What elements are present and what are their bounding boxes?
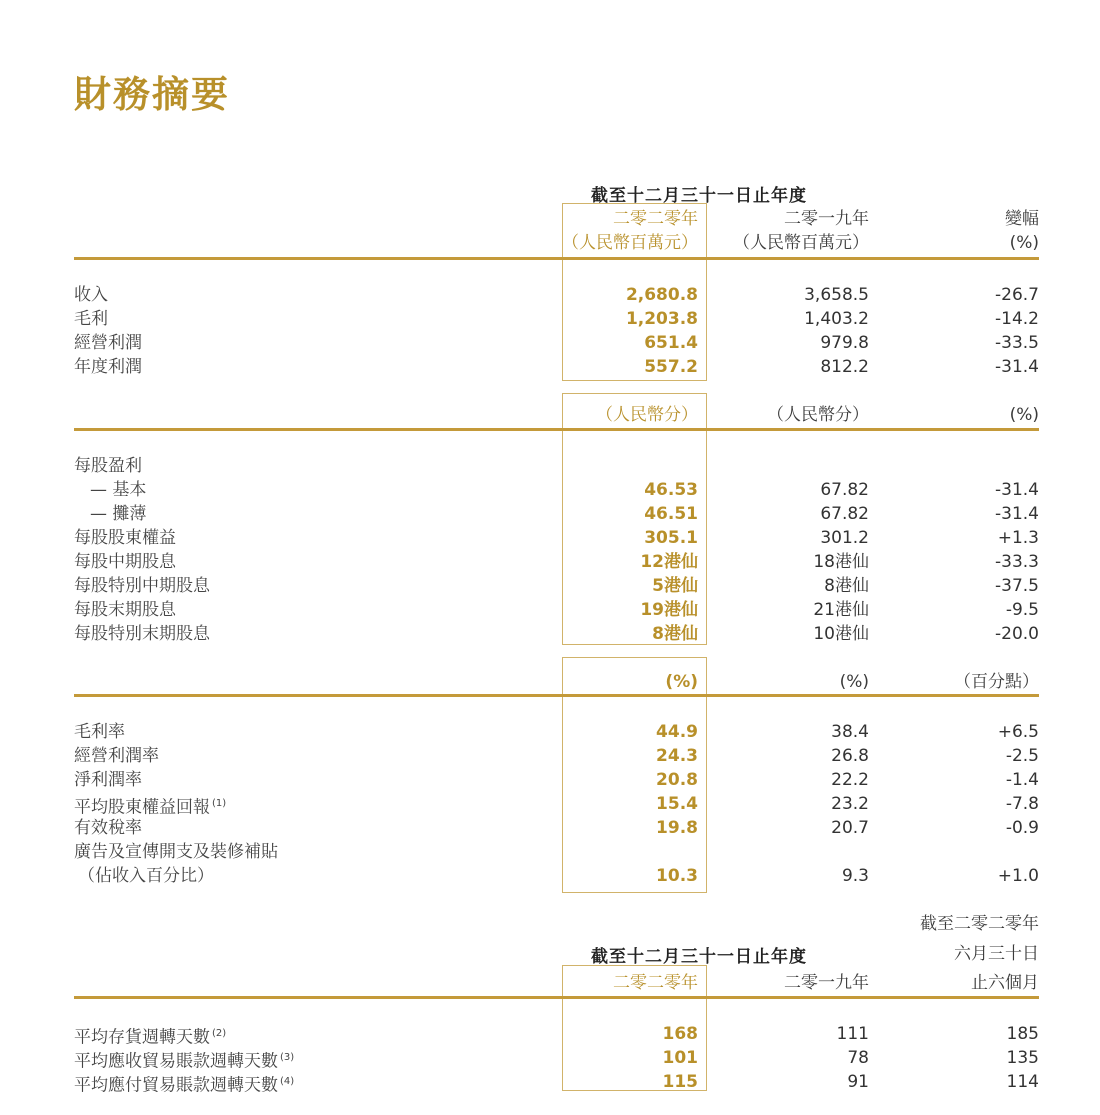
label-text: 平均應收貿易賬款週轉天數 xyxy=(74,1051,278,1072)
row-label: 收入 xyxy=(74,285,108,305)
table-row xyxy=(74,864,1039,888)
table-row xyxy=(74,526,1039,550)
row-label: — 攤薄 xyxy=(90,504,147,524)
footnote-ref: (1) xyxy=(212,798,227,809)
value-h1-2020: 185 xyxy=(1006,1024,1039,1044)
table-row xyxy=(74,1070,1039,1094)
value-2019: 812.2 xyxy=(820,357,869,377)
label-row xyxy=(74,840,1039,864)
value-change: -20.0 xyxy=(995,624,1039,644)
col-h1-line3: 止六個月 xyxy=(971,973,1039,993)
h1-header-line1 xyxy=(74,912,1039,936)
value-change: -31.4 xyxy=(995,480,1039,500)
table-row xyxy=(74,622,1039,646)
row-label: 經營利潤 xyxy=(74,333,142,353)
row-label: — 基本 xyxy=(90,480,147,500)
header-rule xyxy=(74,428,1039,431)
header-rule xyxy=(74,257,1039,260)
row-label: 每股末期股息 xyxy=(74,600,176,620)
value-h1-2020: 135 xyxy=(1006,1048,1039,1068)
table-row xyxy=(74,307,1039,331)
value-change: -26.7 xyxy=(995,285,1039,305)
col-2020-unit: （人民幣百萬元） xyxy=(562,233,698,253)
row-label: 經營利潤率 xyxy=(74,746,159,766)
page-title: 財務摘要 xyxy=(74,73,230,116)
value-2019: 67.82 xyxy=(820,504,869,524)
table-row xyxy=(74,502,1039,526)
col-2019-year: 二零一九年 xyxy=(784,973,869,993)
row-label: 每股特別末期股息 xyxy=(74,624,210,644)
value-2020: 19港仙 xyxy=(640,600,698,620)
col-2019-unit: （人民幣分） xyxy=(767,405,869,425)
value-2020: 24.3 xyxy=(656,746,698,766)
value-2020: 8港仙 xyxy=(652,624,698,644)
row-label: 廣告及宣傳開支及裝修補貼 xyxy=(74,842,278,862)
value-2020: 168 xyxy=(662,1024,698,1044)
label-text: 平均應付貿易賬款週轉天數 xyxy=(74,1075,278,1096)
value-change: -14.2 xyxy=(995,309,1039,329)
col-2019-unit: (%) xyxy=(839,672,869,692)
value-2020: 5港仙 xyxy=(652,576,698,596)
header-rule xyxy=(74,694,1039,697)
value-change: -1.4 xyxy=(1005,770,1039,790)
period-header: 截至十二月三十一日止年度 xyxy=(591,186,807,206)
row-label: 年度利潤 xyxy=(74,357,142,377)
value-change: -31.4 xyxy=(995,504,1039,524)
value-2020: 46.53 xyxy=(644,480,698,500)
value-2019: 8港仙 xyxy=(824,576,869,596)
value-2020: 44.9 xyxy=(656,722,698,742)
table-row xyxy=(74,550,1039,574)
col-change-title: 變幅 xyxy=(1005,209,1039,229)
value-2019: 979.8 xyxy=(820,333,869,353)
value-change: -9.5 xyxy=(1005,600,1039,620)
col-h1-line1: 截至二零二零年 xyxy=(920,914,1039,934)
row-label: 淨利潤率 xyxy=(74,770,142,790)
row-label: 每股特別中期股息 xyxy=(74,576,210,596)
table-row xyxy=(74,768,1039,792)
value-2019: 20.7 xyxy=(831,818,869,838)
value-2019: 23.2 xyxy=(831,794,869,814)
group-label-row xyxy=(74,454,1039,478)
value-2020: 557.2 xyxy=(644,357,698,377)
row-label: 每股中期股息 xyxy=(74,552,176,572)
value-2020: 10.3 xyxy=(656,866,698,886)
table-row xyxy=(74,478,1039,502)
col-h1-line2: 六月三十日 xyxy=(954,944,1039,964)
label-text: 平均股東權益回報 xyxy=(74,797,210,818)
label-text: 平均存貨週轉天數 xyxy=(74,1027,210,1048)
value-2020: 19.8 xyxy=(656,818,698,838)
value-change: -33.3 xyxy=(995,552,1039,572)
value-change: -31.4 xyxy=(995,357,1039,377)
value-2020: 15.4 xyxy=(656,794,698,814)
col-2019-year: 二零一九年 xyxy=(784,209,869,229)
row-label: 毛利率 xyxy=(74,722,125,742)
value-2020: 115 xyxy=(662,1072,698,1092)
value-2020: 46.51 xyxy=(644,504,698,524)
value-2019: 38.4 xyxy=(831,722,869,742)
value-change: +6.5 xyxy=(997,722,1039,742)
value-2019: 10港仙 xyxy=(813,624,869,644)
column-unit-row xyxy=(74,403,1039,427)
value-2019: 78 xyxy=(847,1048,869,1068)
value-2019: 67.82 xyxy=(820,480,869,500)
footnote-ref: (4) xyxy=(280,1076,295,1087)
column-header-row xyxy=(74,207,1039,231)
value-change: -2.5 xyxy=(1005,746,1039,766)
row-label: 每股股東權益 xyxy=(74,528,176,548)
table-row xyxy=(74,331,1039,355)
row-label xyxy=(74,1070,294,1098)
h1-header-line2 xyxy=(74,942,1039,966)
value-2020: 101 xyxy=(662,1048,698,1068)
col-change-unit: (%) xyxy=(1009,233,1039,253)
value-2019: 91 xyxy=(847,1072,869,1092)
col-2020-unit: （人民幣分） xyxy=(596,405,698,425)
value-2019: 111 xyxy=(836,1024,869,1044)
value-2019: 9.3 xyxy=(841,866,869,886)
col-2020-unit: (%) xyxy=(665,672,698,692)
col-2019-unit: （人民幣百萬元） xyxy=(733,233,869,253)
footnote-ref: (2) xyxy=(212,1028,227,1039)
header-rule xyxy=(74,996,1039,999)
table-row xyxy=(74,1046,1039,1070)
value-2019: 3,658.5 xyxy=(804,285,869,305)
row-label: 有效稅率 xyxy=(74,818,142,838)
table-row xyxy=(74,792,1039,816)
table-row xyxy=(74,283,1039,307)
period-header: 截至十二月三十一日止年度 xyxy=(591,947,807,967)
value-2020: 1,203.8 xyxy=(625,309,698,329)
value-2019: 26.8 xyxy=(831,746,869,766)
table-row xyxy=(74,598,1039,622)
value-2020: 12港仙 xyxy=(640,552,698,572)
value-2020: 20.8 xyxy=(656,770,698,790)
col-2020-year: 二零二零年 xyxy=(613,209,698,229)
value-2020: 651.4 xyxy=(644,333,698,353)
value-2019: 1,403.2 xyxy=(804,309,869,329)
col-2020-year: 二零二零年 xyxy=(613,973,698,993)
column-header-row xyxy=(74,971,1039,995)
value-change: -33.5 xyxy=(995,333,1039,353)
column-unit-row xyxy=(74,670,1039,694)
col-change-unit: (%) xyxy=(1009,405,1039,425)
table-row xyxy=(74,574,1039,598)
value-change: -0.9 xyxy=(1005,818,1039,838)
table-row xyxy=(74,355,1039,379)
row-label: 毛利 xyxy=(74,309,108,329)
table-row xyxy=(74,744,1039,768)
value-2019: 301.2 xyxy=(820,528,869,548)
value-change: +1.0 xyxy=(997,866,1039,886)
footnote-ref: (3) xyxy=(280,1052,295,1063)
col-change-unit: （百分點） xyxy=(954,672,1039,692)
value-2019: 22.2 xyxy=(831,770,869,790)
table-row xyxy=(74,720,1039,744)
value-2020: 2,680.8 xyxy=(625,285,698,305)
column-unit-row xyxy=(74,231,1039,255)
value-2019: 18港仙 xyxy=(813,552,869,572)
value-change: -7.8 xyxy=(1005,794,1039,814)
value-2020: 305.1 xyxy=(644,528,698,548)
table-row xyxy=(74,816,1039,840)
row-label-sub: （佔收入百分比） xyxy=(78,866,214,886)
table-row xyxy=(74,1022,1039,1046)
value-change: -37.5 xyxy=(995,576,1039,596)
value-h1-2020: 114 xyxy=(1006,1072,1039,1092)
value-change: +1.3 xyxy=(997,528,1039,548)
value-2019: 21港仙 xyxy=(813,600,869,620)
row-label: 每股盈利 xyxy=(74,456,142,476)
